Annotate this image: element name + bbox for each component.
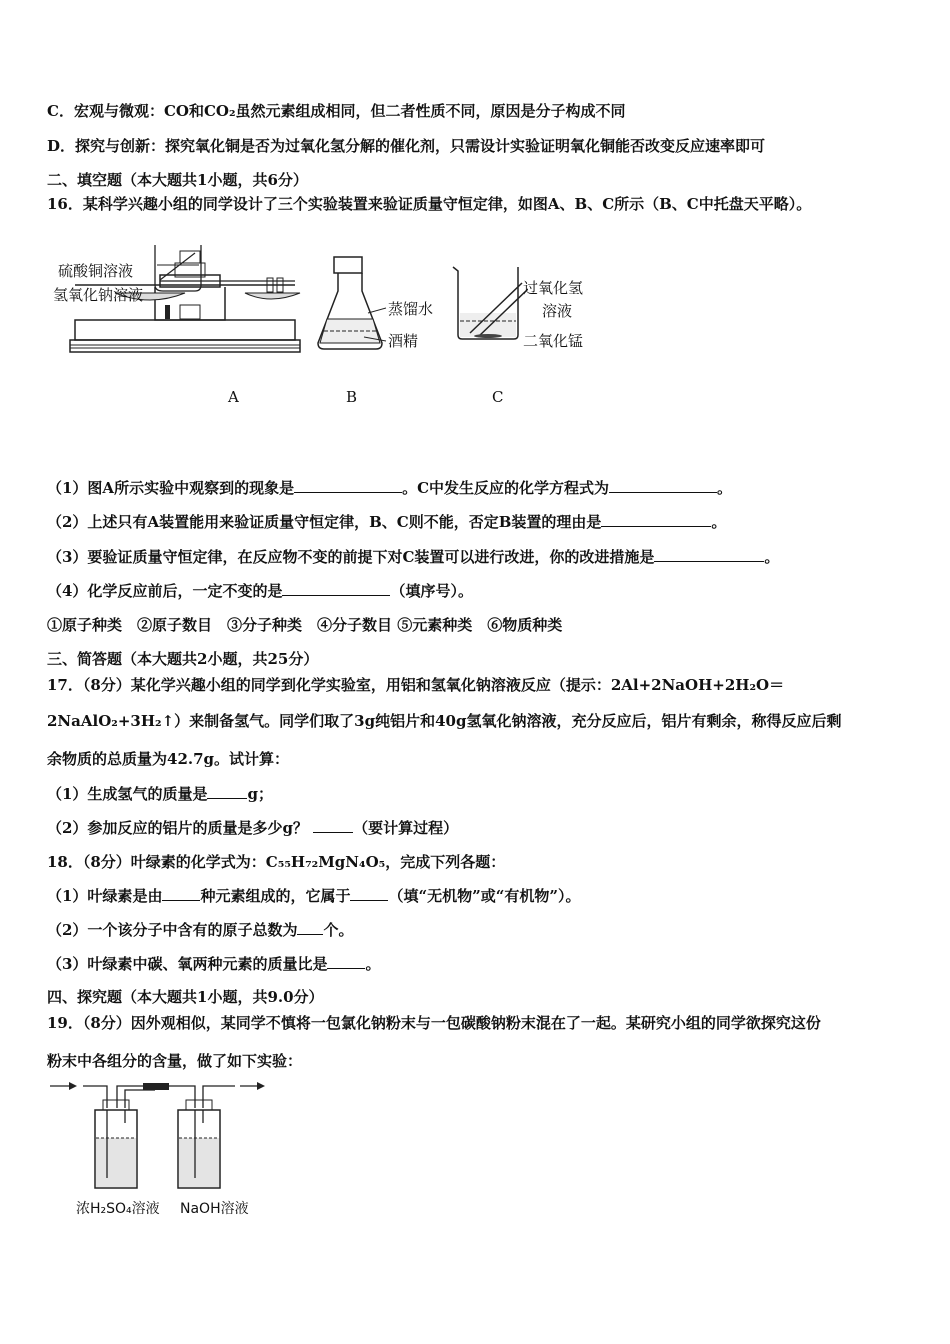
answer-blank[interactable] bbox=[162, 886, 200, 901]
q16-part4 bbox=[47, 581, 473, 601]
q16-part1 bbox=[47, 478, 732, 498]
statement-c: C．宏观与微观：CO和CO₂虽然元素组成相同，但二者性质不同，原因是分子构成不同 bbox=[47, 102, 626, 120]
q17-part1-text-b: g； bbox=[247, 785, 273, 803]
answer-blank[interactable] bbox=[327, 954, 365, 969]
label-distilled-water: 蒸馏水 bbox=[388, 300, 434, 318]
section-3-heading: 三、简答题（本大题共2小题，共25分） bbox=[47, 650, 319, 668]
label-alcohol: 酒精 bbox=[388, 332, 419, 350]
figure-c-beaker bbox=[448, 263, 528, 343]
label-sodium-hydroxide: 氢氧化钠溶液 bbox=[53, 286, 144, 304]
question-16: 16．某科学兴趣小组的同学设计了三个实验装置来验证质量守恒定律，如图A、B、C所示（B、C中托盘天平略）。 bbox=[47, 195, 812, 213]
q18-part1-text-a: （1）叶绿素是由 bbox=[47, 887, 163, 905]
section-2-heading: 二、填空题（本大题共1小题，共6分） bbox=[47, 171, 308, 189]
q16-part3 bbox=[47, 547, 779, 567]
q16-part2-text: （2）上述只有A装置能用来验证质量守恒定律，B、C则不能，否定B装置的理由是 bbox=[47, 513, 602, 531]
q17-part1 bbox=[47, 784, 273, 804]
section-4-heading: 四、探究题（本大题共1小题，共9.0分） bbox=[47, 988, 324, 1006]
answer-blank[interactable] bbox=[654, 547, 764, 562]
figure-gas-washing-bottles bbox=[45, 1078, 275, 1196]
label-solution: 溶液 bbox=[542, 302, 573, 320]
label-bottle-sodium-hydroxide: NaOH溶液 bbox=[180, 1201, 249, 1217]
q18-part1 bbox=[47, 886, 580, 906]
label-bottle-sulfuric-acid: 浓H₂SO₄溶液 bbox=[76, 1201, 160, 1217]
figure-c-label: C bbox=[492, 388, 504, 406]
q16-part2-end: 。 bbox=[711, 513, 727, 531]
q17-part2-text-a: （2）参加反应的铝片的质量是多少g？ bbox=[47, 819, 308, 837]
q18-part2-text-a: （2）一个该分子中含有的原子总数为 bbox=[47, 921, 298, 939]
q16-part3-end: 。 bbox=[764, 548, 780, 566]
answer-blank[interactable] bbox=[282, 581, 390, 596]
answer-blank[interactable] bbox=[350, 886, 388, 901]
answer-blank[interactable] bbox=[294, 478, 402, 493]
q16-part4-text-b: （填序号）。 bbox=[390, 582, 473, 600]
answer-blank[interactable] bbox=[313, 818, 353, 833]
q18-part2 bbox=[47, 920, 353, 940]
figure-a-label: A bbox=[228, 388, 239, 406]
question-17-line3: 余物质的总质量为42.7g。试计算： bbox=[47, 750, 290, 768]
q18-part1-text-b: 种元素组成的，它属于 bbox=[200, 887, 351, 905]
answer-blank[interactable] bbox=[601, 512, 711, 527]
question-17-line1: 17．（8分）某化学兴趣小组的同学到化学实验室，用铝和氢氧化钠溶液反应（提示：2Al+2NaOH+2H₂O＝ bbox=[47, 676, 785, 694]
q17-part2 bbox=[47, 818, 458, 838]
question-19-line2: 粉末中各组分的含量，做了如下实验： bbox=[47, 1052, 303, 1070]
q16-part1-end: 。 bbox=[717, 479, 733, 497]
answer-blank[interactable] bbox=[297, 920, 323, 935]
q17-part1-text-a: （1）生成氢气的质量是 bbox=[47, 785, 208, 803]
q16-part1-text-b: 。C中发生反应的化学方程式为 bbox=[402, 479, 610, 497]
answer-blank[interactable] bbox=[609, 478, 717, 493]
q18-part3-text-a: （3）叶绿素中碳、氧两种元素的质量比是 bbox=[47, 955, 328, 973]
figure-b-flask bbox=[312, 253, 392, 353]
label-hydrogen-peroxide: 过氧化氢 bbox=[523, 279, 584, 297]
q17-part2-text-b: （要计算过程） bbox=[353, 819, 459, 837]
q18-part1-text-c: （填“无机物”或“有机物”）。 bbox=[388, 887, 581, 905]
question-18: 18．（8分）叶绿素的化学式为：C₅₅H₇₂MgN₄O₅，完成下列各题： bbox=[47, 853, 506, 871]
statement-d: D．探究与创新：探究氧化铜是否为过氧化氢分解的催化剂，只需设计实验证明氧化铜能否改变反应速率即可 bbox=[47, 137, 766, 155]
q16-part1-text-a: （1）图A所示实验中观察到的现象是 bbox=[47, 479, 295, 497]
label-manganese-dioxide: 二氧化锰 bbox=[523, 332, 584, 350]
label-copper-sulfate: 硫酸铜溶液 bbox=[58, 262, 134, 280]
question-19-line1: 19．（8分）因外观相似，某同学不慎将一包氯化钠粉末与一包碳酸钠粉末混在了一起。某研究小组的同学欲探究这份 bbox=[47, 1014, 821, 1032]
answer-blank[interactable] bbox=[207, 784, 247, 799]
q16-part4-text-a: （4）化学反应前后，一定不变的是 bbox=[47, 582, 283, 600]
q16-part2 bbox=[47, 512, 726, 532]
q16-part3-text: （3）要验证质量守恒定律，在反应物不变的前提下对C装置可以进行改进，你的改进措施是 bbox=[47, 548, 655, 566]
figure-b-label: B bbox=[346, 388, 358, 406]
q18-part2-text-b: 个。 bbox=[323, 921, 354, 939]
q18-part3 bbox=[47, 954, 380, 974]
q16-options: ①原子种类 ②原子数目 ③分子种类 ④分子数目 ⑤元素种类 ⑥物质种类 bbox=[47, 616, 563, 634]
question-17-line2: 2NaAlO₂+3H₂↑）来制备氢气。同学们取了3g纯铝片和40g氢氧化钠溶液，充分反应后，铝片有剩余，称得反应后剩 bbox=[47, 712, 842, 730]
q18-part3-text-b: 。 bbox=[365, 955, 381, 973]
